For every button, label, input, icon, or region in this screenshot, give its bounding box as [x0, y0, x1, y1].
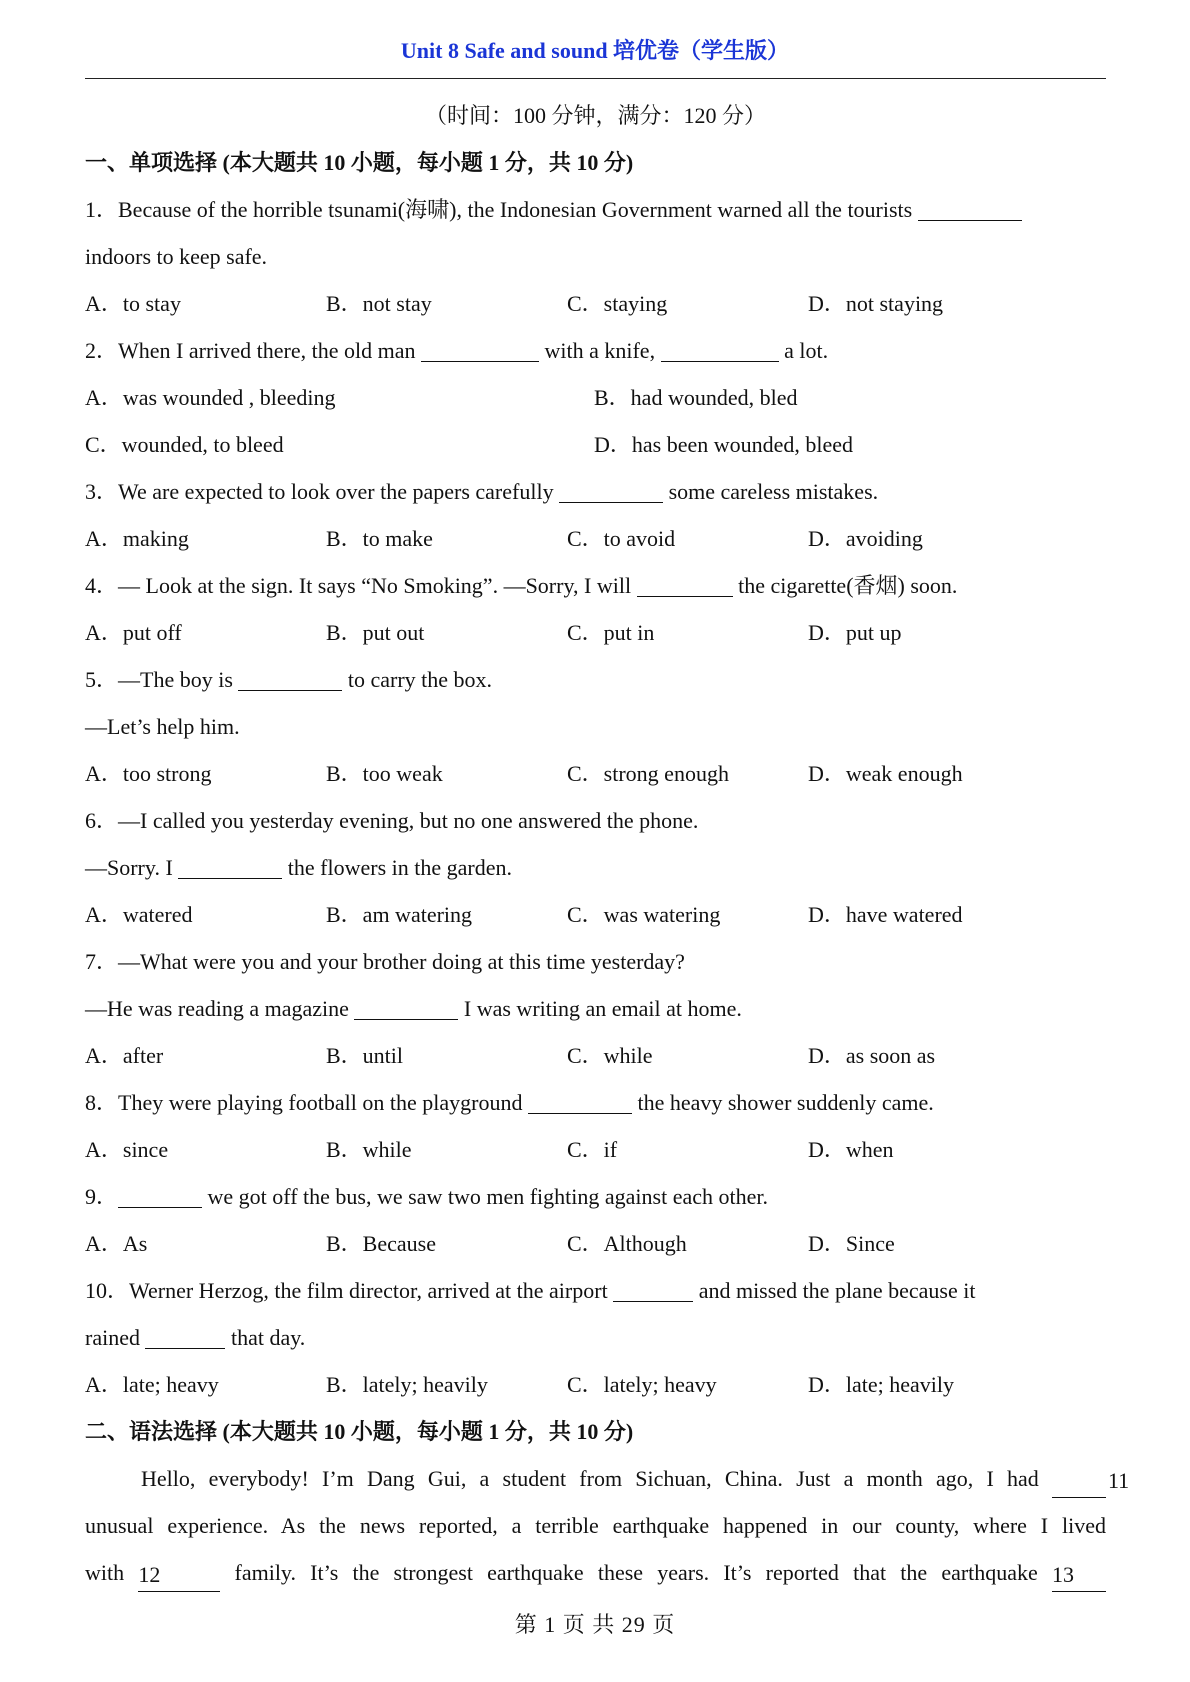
answer-blank: [637, 566, 733, 597]
passage-line: unusual experience. As the news reported, a terrible earthquake happened in our county, where I lived: [85, 1513, 1106, 1538]
option-c: C．to avoid: [567, 526, 676, 551]
question-stem: 3．We are expected to look over the papers carefully some careless mistakes.: [85, 468, 1106, 515]
question-stem: 8．They were playing football on the playground the heavy shower suddenly came.: [85, 1079, 1106, 1126]
option-row: [85, 1220, 1106, 1267]
option-d: D．weak enough: [808, 761, 963, 786]
option-c: C．staying: [567, 291, 668, 316]
option-b: B．not stay: [326, 291, 432, 316]
option-c: C．was watering: [567, 902, 721, 927]
header-rule: [85, 78, 1106, 79]
option-c: C．Although: [567, 1231, 687, 1256]
option-b: B．had wounded, bled: [594, 385, 798, 410]
option-d: D．not staying: [808, 291, 944, 316]
option-row: [85, 1126, 1106, 1173]
option-a: A．late; heavy: [85, 1372, 219, 1397]
question-stem: 10．Werner Herzog, the film director, arrived at the airport and missed the plane because it: [85, 1267, 1106, 1314]
option-c: C．if: [567, 1137, 618, 1162]
passage-line: Hello, everybody! I’m Dang Gui, a student from Sichuan, China. Just a month ago, I had 11: [85, 1455, 1106, 1502]
option-c: C．while: [567, 1043, 653, 1068]
passage-blank: 13: [1052, 1559, 1106, 1592]
option-a: A．too strong: [85, 761, 212, 786]
question-stem: 7．—What were you and your brother doing at this time yesterday?: [85, 949, 685, 974]
answer-blank: [238, 660, 342, 691]
option-row: [85, 280, 1106, 327]
answer-blank: [661, 331, 779, 362]
option-b: B．am watering: [326, 902, 473, 927]
option-d: D．have watered: [808, 902, 963, 927]
option-c: C．put in: [567, 620, 655, 645]
question-stem: —He was reading a magazine I was writing an email at home.: [85, 985, 1106, 1032]
option-row: [85, 421, 1106, 468]
option-row: [85, 515, 1106, 562]
question-stem: 9． we got off the bus, we saw two men fighting against each other.: [85, 1173, 1106, 1220]
option-d: D．when: [808, 1137, 894, 1162]
option-b: B．too weak: [326, 761, 443, 786]
exam-info: （时间：100 分钟，满分：120 分）: [424, 103, 766, 128]
answer-blank: [118, 1177, 202, 1208]
option-b: B．lately; heavily: [326, 1372, 488, 1397]
answer-blank: [421, 331, 539, 362]
question-stem: —Let’s help him.: [85, 714, 240, 739]
option-b: B．until: [326, 1043, 404, 1068]
option-row: [85, 1032, 1106, 1079]
question-stem: indoors to keep safe.: [85, 244, 268, 269]
option-row: [85, 609, 1106, 656]
question-stem: rained that day.: [85, 1314, 1106, 1361]
page-number: 第 1 页 共 29 页: [514, 1612, 676, 1637]
answer-blank: [613, 1271, 693, 1302]
section-heading: 二、语法选择 (本大题共 10 小题，每小题 1 分，共 10 分): [85, 1419, 634, 1444]
option-a: A．watered: [85, 902, 193, 927]
passage-line: with 12 family. It’s the strongest earthquake these years. It’s reported that the earthquake 13: [85, 1549, 1106, 1596]
section-heading: 一、单项选择 (本大题共 10 小题，每小题 1 分，共 10 分): [85, 150, 634, 175]
option-a: A．was wounded , bleeding: [85, 385, 336, 410]
option-row: [85, 891, 1106, 938]
answer-blank: [559, 472, 663, 503]
option-b: B．while: [326, 1137, 412, 1162]
option-d: D．late; heavily: [808, 1372, 955, 1397]
answer-blank: [178, 848, 282, 879]
option-d: D．as soon as: [808, 1043, 936, 1068]
option-a: A．after: [85, 1043, 164, 1068]
answer-blank: [918, 190, 1022, 221]
page-title: Unit 8 Safe and sound 培优卷（学生版）: [400, 38, 790, 63]
question-stem: 1．Because of the horrible tsunami(海啸), the Indonesian Government warned all the tourists: [85, 186, 1106, 233]
option-c: C．strong enough: [567, 761, 729, 786]
option-d: D．put up: [808, 620, 902, 645]
option-b: B．to make: [326, 526, 433, 551]
passage-blank: 11: [1052, 1465, 1106, 1498]
option-c: C．lately; heavy: [567, 1372, 717, 1397]
option-row: [85, 374, 1106, 421]
question-stem: 5．—The boy is to carry the box.: [85, 656, 1106, 703]
option-a: A．put off: [85, 620, 182, 645]
option-a: A．As: [85, 1231, 148, 1256]
option-d: D．avoiding: [808, 526, 923, 551]
option-row: [85, 750, 1106, 797]
option-b: B．Because: [326, 1231, 436, 1256]
question-stem: 2．When I arrived there, the old man with a knife, a lot.: [85, 327, 1106, 374]
option-d: D．Since: [808, 1231, 895, 1256]
document-body: [85, 92, 1130, 1596]
answer-blank: [528, 1083, 632, 1114]
question-stem: 4．— Look at the sign. It says “No Smoking”. —Sorry, I will the cigarette(香烟) soon.: [85, 562, 1106, 609]
option-row: [85, 1361, 1106, 1408]
answer-blank: [354, 989, 458, 1020]
passage-blank: 12: [138, 1559, 220, 1592]
question-stem: 6．—I called you yesterday evening, but no one answered the phone.: [85, 808, 699, 833]
option-d: D．has been wounded, bleed: [594, 432, 854, 457]
option-b: B．put out: [326, 620, 425, 645]
option-a: A．to stay: [85, 291, 181, 316]
question-stem: —Sorry. I the flowers in the garden.: [85, 844, 1106, 891]
option-a: A．since: [85, 1137, 169, 1162]
answer-blank: [145, 1318, 225, 1349]
option-c: C．wounded, to bleed: [85, 432, 284, 457]
option-a: A．making: [85, 526, 189, 551]
